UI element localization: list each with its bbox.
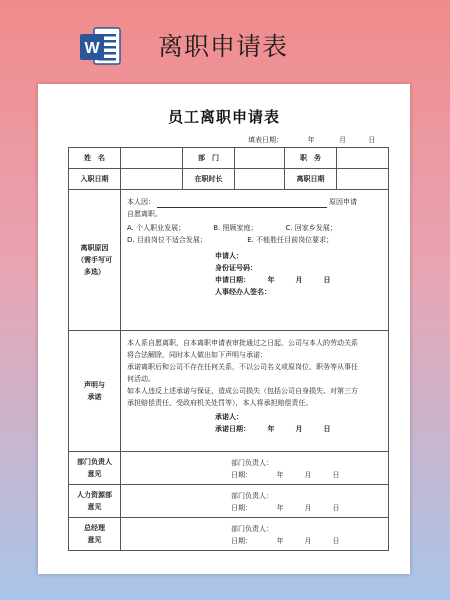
statement-text: 本人系自愿离职，自本离职申请表审批通过之日起，公司与本人的劳动关系 将合法解除，同时本人做出如下声明与承诺： 承诺离职后和公司不存在任何关系，不以公司名义或原岗位、职务等从事任 何活动。 如本人违反上述承诺与保证，造成公司损失（包括公司自身损失、对第三方 承担赔偿责任、受政府机关处罚等），本人将承担赔偿责任。 承诺人： 承诺日期： 年 月 日 <box>121 331 389 452</box>
hr-opinion-field[interactable] <box>121 485 389 518</box>
reason-option-c[interactable]: C. 回家乡发展； <box>285 224 337 232</box>
statement-label: 声明与 承诺 <box>69 331 121 452</box>
fill-date-year: 年 <box>307 136 315 144</box>
name-label: 姓 名 <box>69 148 121 169</box>
reason-option-d[interactable]: D. 目前岗位不适合发展； <box>127 236 207 244</box>
table-row <box>69 452 389 485</box>
application-form-table <box>68 147 389 551</box>
word-icon-letter: W <box>84 40 100 57</box>
table-row <box>69 169 389 190</box>
hr-opinion-label: 人力资源部 意见 <box>69 485 121 518</box>
fill-date-label: 填表日期： <box>248 136 283 144</box>
leave-date-label: 离职日期 <box>285 169 337 190</box>
name-field[interactable] <box>121 148 183 169</box>
reason-option-b[interactable]: B. 照顾家庭； <box>213 224 258 232</box>
approval-signer-label: 部门负责人： <box>231 459 273 467</box>
reason-intro: 本人因： <box>127 198 155 206</box>
approval-date-label: 日期： 年 月 日 <box>231 471 340 479</box>
entry-date-label: 入职日期 <box>69 169 121 190</box>
page-title: 离职申请表 <box>158 32 289 61</box>
reason-intro-line2: 自愿离职。 <box>127 210 162 218</box>
reason-intro-tail: 原因申请 <box>329 198 357 206</box>
dept-label: 部 门 <box>183 148 235 169</box>
fill-date-day: 日 <box>368 136 376 144</box>
reason-blank[interactable] <box>157 198 327 208</box>
document-title: 员工离职申请表 <box>167 108 280 126</box>
approval-date-label: 日期： 年 月 日 <box>231 537 340 545</box>
table-row <box>69 331 389 452</box>
word-doc-icon <box>78 24 124 70</box>
gm-opinion-label: 总经理 意见 <box>69 518 121 551</box>
dept-head-opinion-field[interactable] <box>121 452 389 485</box>
reason-label: 离职原因 （需手写可 多选） <box>69 190 121 331</box>
table-row <box>69 148 389 169</box>
header <box>0 0 450 80</box>
tenure-field[interactable] <box>235 169 285 190</box>
applicant-label: 申请人： <box>215 252 243 260</box>
hr-sign-label: 人事经办人签名： <box>215 288 271 296</box>
dept-head-opinion-label: 部门负责人 意见 <box>69 452 121 485</box>
tenure-label: 在职时长 <box>183 169 235 190</box>
position-label: 职 务 <box>285 148 337 169</box>
leave-date-field[interactable] <box>337 169 389 190</box>
dept-field[interactable] <box>235 148 285 169</box>
table-row <box>69 518 389 551</box>
fill-date <box>248 135 375 145</box>
id-number-label: 身份证号码： <box>215 264 257 272</box>
reason-option-e[interactable]: E. 不能胜任目前岗位要求； <box>247 236 334 244</box>
gm-opinion-field[interactable] <box>121 518 389 551</box>
document-page <box>38 84 410 574</box>
reason-field[interactable] <box>121 190 389 331</box>
apply-date-label: 申请日期： 年 月 日 <box>215 276 331 284</box>
promisor-label: 承诺人： <box>215 413 243 421</box>
entry-date-field[interactable] <box>121 169 183 190</box>
position-field[interactable] <box>337 148 389 169</box>
fill-date-month: 月 <box>338 136 346 144</box>
approval-signer-label: 部门负责人： <box>231 525 273 533</box>
approval-date-label: 日期： 年 月 日 <box>231 504 340 512</box>
table-row <box>69 190 389 331</box>
approval-signer-label: 部门负责人： <box>231 492 273 500</box>
table-row <box>69 485 389 518</box>
reason-option-a[interactable]: A. 个人职业发展； <box>127 224 186 232</box>
promise-date-label: 承诺日期： 年 月 日 <box>215 425 331 433</box>
